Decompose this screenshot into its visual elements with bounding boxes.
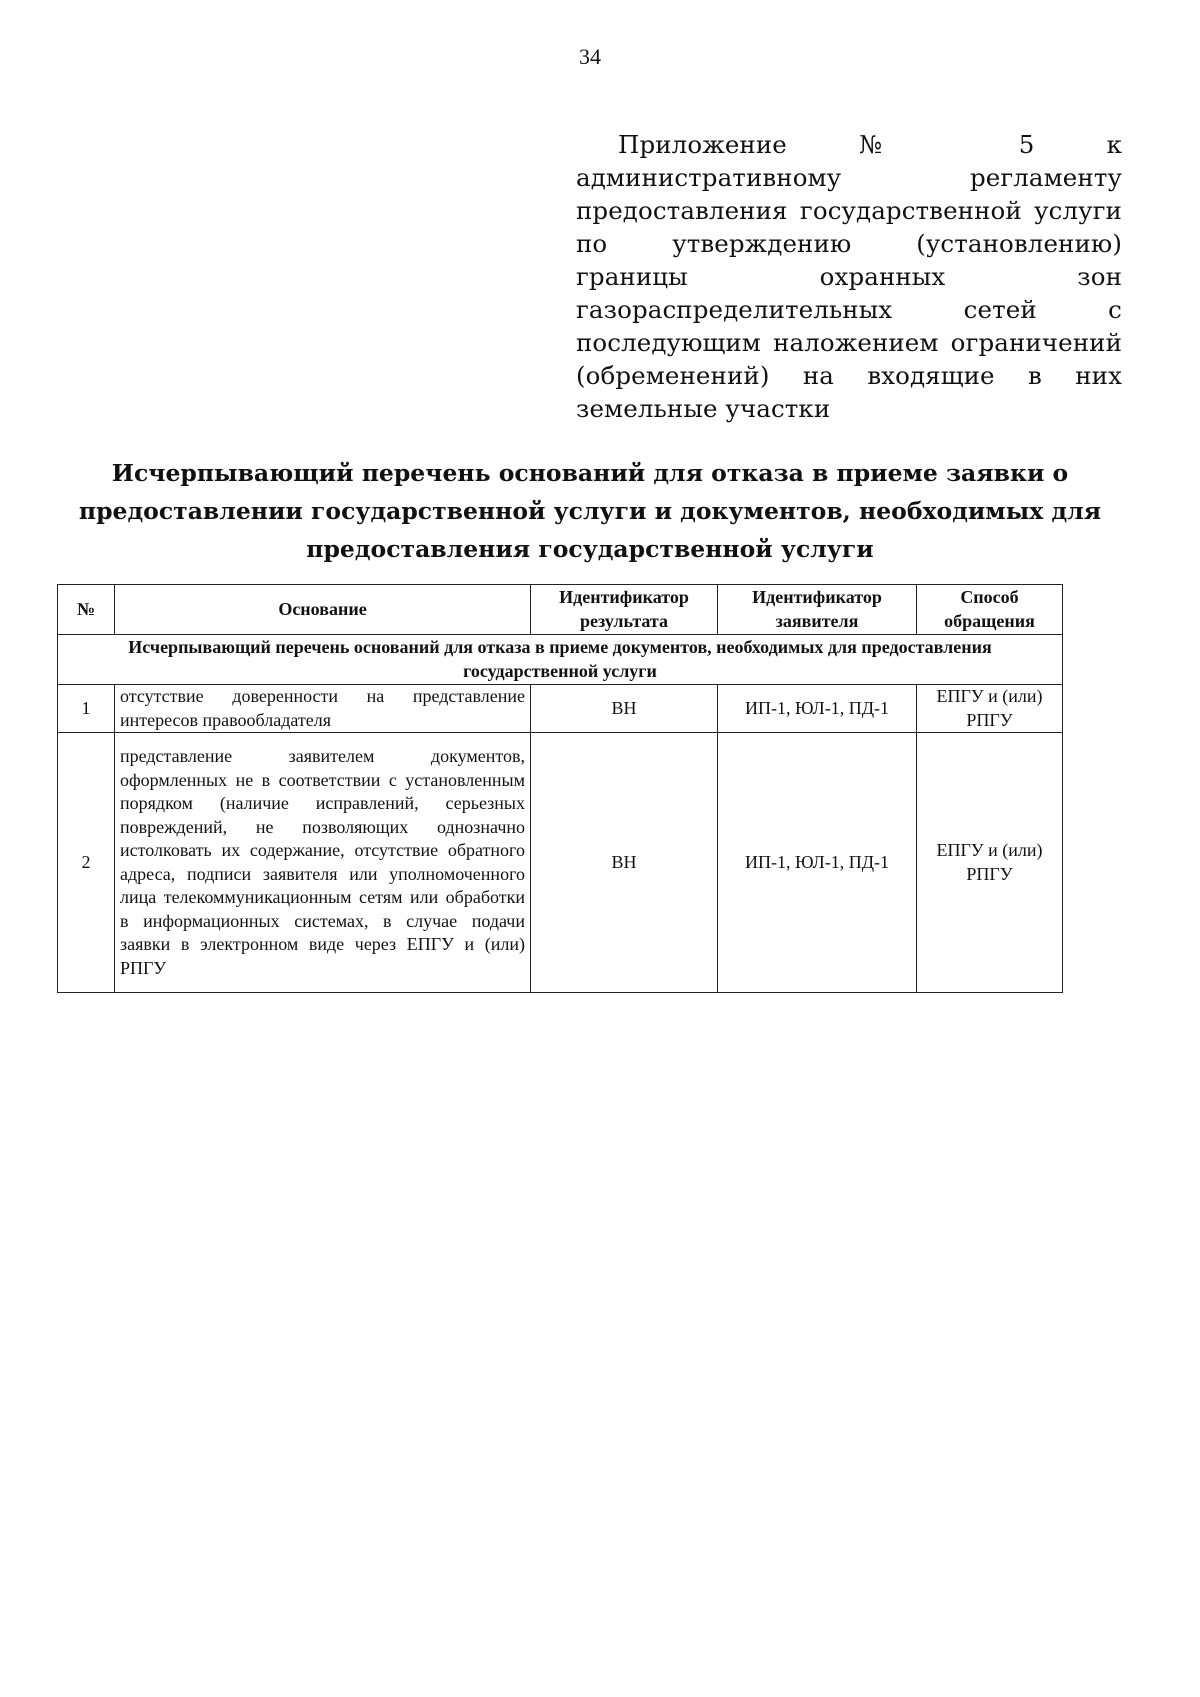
refusal-grounds-table (57, 584, 1063, 993)
row-result-id: ВН (531, 685, 718, 733)
row-method: ЕПГУ и (или) РПГУ (917, 685, 1063, 733)
row-basis: отсутствие доверенности на представление интересов правообладателя (115, 685, 531, 733)
appendix-note: Приложение № 5 к административному регламенту предоставления государственной услуги по утверждению (установлению) границы охранных зон газораспределительных сетей с последующим наложением ограничений (обременений) на входящие в них земельные участки (576, 130, 1122, 423)
table-row (58, 733, 1063, 993)
page-number: 34 (579, 44, 601, 69)
row-applicant-id: ИП-1, ЮЛ-1, ПД-1 (718, 733, 917, 993)
row-number: 2 (58, 733, 115, 993)
header-applicant-id: Идентификатор заявителя (718, 585, 917, 635)
row-method: ЕПГУ и (или) РПГУ (917, 733, 1063, 993)
header-result-id: Идентификатор результата (531, 585, 718, 635)
document-title: Исчерпывающий перечень оснований для отказа в приеме заявки о предоставлении государственной услуги и документов, необходимых для предоставления государственной услуги (78, 459, 1102, 563)
table-row (58, 685, 1063, 733)
header-no: № (58, 585, 115, 635)
header-basis: Основание (115, 585, 531, 635)
row-basis: представление заявителем документов, оформленных не в соответствии с установленным порядком (наличие исправлений, серьезных повреждений, не позволяющих однозначно истолковать их содержание, отсутствие обратного адреса, подписи заявителя или уполномоченного лица телекоммуникационным сетям или обработки в информационных системах, в случае подачи заявки в электронном виде через ЕПГУ и (или) РПГУ (115, 733, 531, 993)
row-result-id: ВН (531, 733, 718, 993)
header-method: Способ обращения (917, 585, 1063, 635)
row-applicant-id: ИП-1, ЮЛ-1, ПД-1 (718, 685, 917, 733)
section-title: Исчерпывающий перечень оснований для отказа в приеме документов, необходимых для предоставления государственной услуги (58, 635, 1063, 685)
row-number: 1 (58, 685, 115, 733)
section-row (58, 635, 1063, 685)
table-header-row (58, 585, 1063, 635)
